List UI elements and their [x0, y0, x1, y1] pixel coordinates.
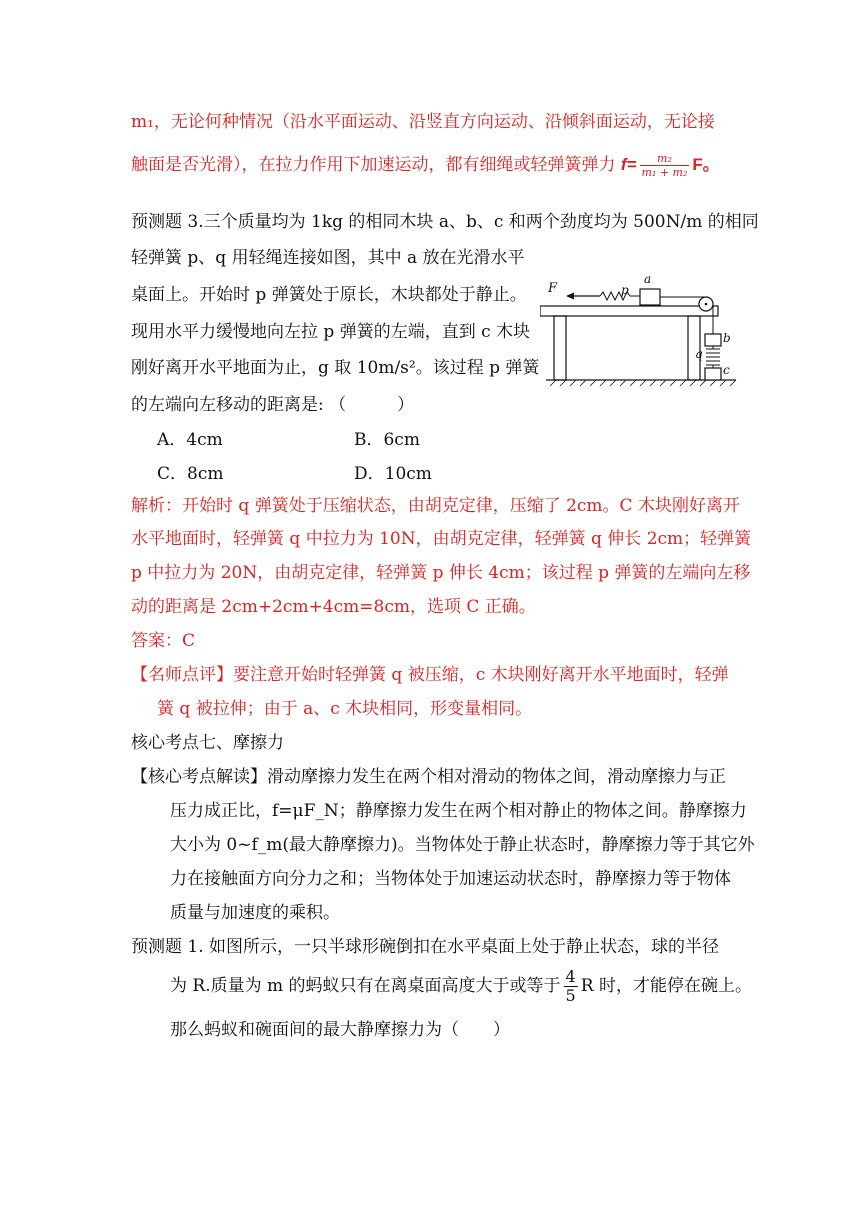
core7-line-1: 【核心考点解读】滑动摩擦力发生在两个相对滑动的物体之间，滑动摩擦力与正	[131, 767, 726, 787]
tip-line-2-text: 触面是否光滑），在拉力作用下加速运动，都有细绳或轻弹簧弹力	[131, 155, 621, 175]
option-b: B．6cm	[354, 430, 420, 450]
spring-q	[706, 346, 720, 368]
force-arrow-head	[566, 293, 574, 300]
analysis-line-1: 解析：开始时 q 弹簧处于压缩状态，由胡克定律，压缩了 2cm。C 木块刚好离开	[131, 496, 740, 516]
problem1-line-2	[170, 968, 752, 1005]
tip-fraction-numerator: m₂	[640, 152, 690, 166]
tip-mass-fraction	[640, 152, 690, 179]
table-top	[540, 306, 718, 316]
core7-line-2: 压力成正比，f=μF_N；静摩擦力发生在两个相对静止的物体之间。静摩擦力	[170, 801, 747, 821]
core7-line-4: 力在接触面方向分力之和；当物体处于加速运动状态时，静摩擦力等于物体	[170, 869, 731, 889]
core7-line-5: 质量与加速度的乘积。	[170, 903, 340, 923]
problem3-line-6: 的左端向左移动的距离是: （ ）	[131, 395, 415, 415]
spring-block-figure	[540, 270, 740, 390]
analysis-line-4: 动的距离是 2cm+2cm+4cm=8cm，选项 C 正确。	[131, 597, 536, 617]
problem1-fraction-numerator: 4	[565, 967, 576, 986]
label-F: F	[548, 281, 558, 296]
problem1-line-1: 预测题 1. 如图所示，一只半球形碗倒扣在水平桌面上处于静止状态，球的半径	[131, 937, 720, 957]
tip-line-1: m₁，无论何种情况（沿水平面运动、沿竖直方向运动、沿倾斜面运动，无论接	[131, 112, 715, 132]
core7-heading: 核心考点七、摩擦力	[131, 733, 284, 753]
answer-line: 答案：C	[131, 631, 196, 651]
option-c: C．8cm	[157, 464, 224, 484]
problem3-line-1: 预测题 3.三个质量均为 1kg 的相同木块 a、b、c 和两个劲度均为 500N/m 的相同	[131, 212, 759, 232]
tip-line-2	[131, 152, 720, 179]
teacher-comment-line-1: 【名师点评】要注意开始时轻弹簧 q 被压缩，c 木块刚好离开水平地面时，轻弹	[131, 665, 729, 685]
problem3-line-4: 现用水平力缓慢地向左拉 p 弹簧的左端，直到 c 木块	[131, 322, 531, 342]
tip-line-2-end: F。	[692, 155, 720, 174]
label-a: a	[644, 272, 652, 286]
problem1-line-2-end: R 时，才能停在碗上。	[580, 976, 752, 996]
teacher-comment-line-2: 簧 q 被拉伸；由于 a、c 木块相同，形变量相同。	[157, 699, 533, 719]
problem3-line-5: 刚好离开水平地面为止，g 取 10m/s²。该过程 p 弹簧	[131, 358, 540, 378]
analysis-line-2: 水平地面时，轻弹簧 q 中拉力为 10N，由胡克定律，轻弹簧 q 伸长 2cm；轻弹簧	[131, 529, 752, 549]
problem3-line-2: 轻弹簧 p、q 用轻绳连接如图，其中 a 放在光滑水平	[131, 248, 525, 268]
label-p: p	[621, 283, 629, 297]
option-a: A．4cm	[157, 430, 223, 450]
pulley-axle	[705, 303, 708, 306]
label-c: c	[723, 363, 730, 377]
label-q: q	[695, 347, 703, 361]
problem1-line-2-text: 为 R.质量为 m 的蚂蚁只有在离桌面高度大于或等于	[170, 976, 561, 996]
problem1-height-fraction	[564, 968, 578, 1005]
block-b	[705, 334, 721, 346]
core7-line-3: 大小为 0~f_m(最大静摩擦力)。当物体处于静止状态时，静摩擦力等于其它外	[170, 835, 755, 855]
spring-p	[600, 292, 640, 300]
block-c	[705, 368, 721, 380]
option-d: D．10cm	[354, 464, 432, 484]
analysis-line-3: p 中拉力为 20N，由胡克定律，轻弹簧 p 伸长 4cm；该过程 p 弹簧的左端向左移	[131, 563, 751, 583]
table-leg-left	[554, 316, 566, 380]
ground-hatch	[550, 380, 736, 386]
tip-fraction-denominator: m₁ + m₂	[641, 166, 688, 179]
problem1-line-3: 那么蚂蚁和碗面间的最大静摩擦力为（ ）	[170, 1020, 510, 1040]
block-a	[640, 289, 660, 305]
label-b: b	[723, 331, 731, 345]
tip-f-symbol: f=	[620, 155, 637, 174]
problem3-line-3: 桌面上。开始时 p 弹簧处于原长，木块都处于静止。	[131, 285, 527, 305]
problem1-fraction-denominator: 5	[565, 986, 576, 1005]
